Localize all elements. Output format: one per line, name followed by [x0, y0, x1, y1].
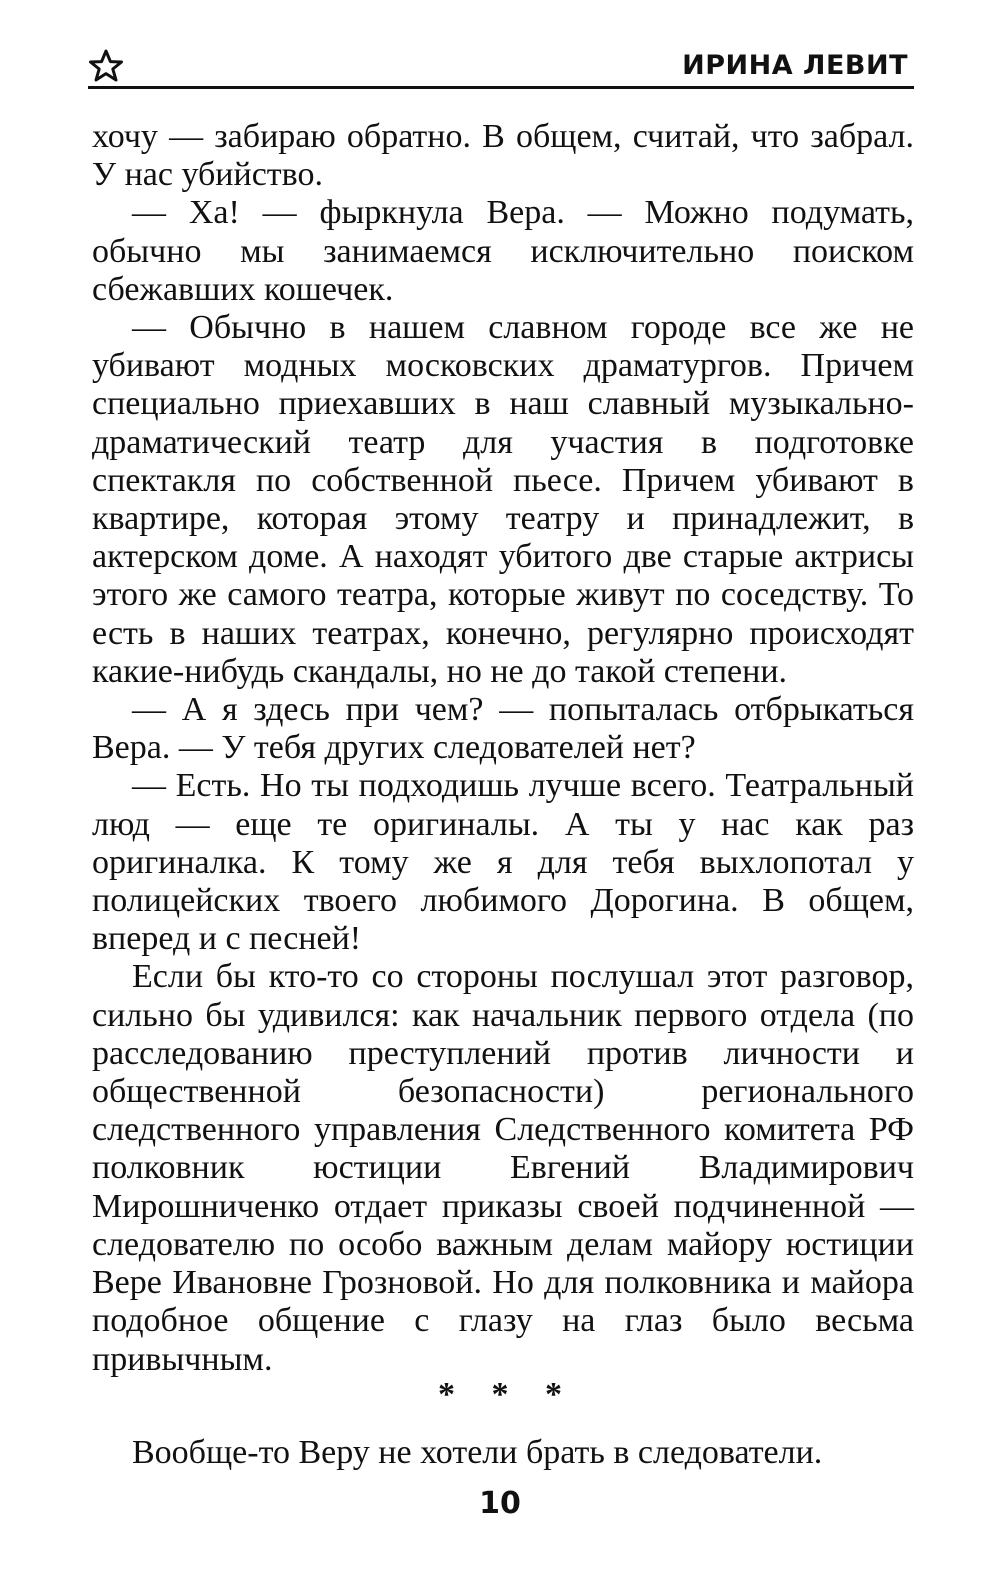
paragraph: — Есть. Но ты подходишь лучше всего. Театральный люд — еще те оригиналы. А ты у нас как раз оригиналка. К тому же я для тебя выхлопотал у полицейских твоего любимого Дорогина. В общем, вперед и с песней!: [92, 767, 914, 958]
paragraph: Если бы кто-то со стороны послушал этот разговор, сильно бы удивился: как начальник первого отдела (по расследованию преступлений против личности и общественной безопасности) регионального следственного управления Следственного комитета РФ полковник юстиции Евгений Владимирович Мирошниченко отдает приказы своей подчиненной — следователю по особо важным делам майору юстиции Вере Ивановне Грозновой. Но для полковника и майора подобное общение с глазу на глаз было весьма привычным.: [92, 958, 914, 1378]
section-break: * * *: [438, 1376, 576, 1413]
paragraph: — Обычно в нашем славном городе все же не убивают модных московских драматургов. Причем специально приехавших в наш славный музыкально-драматический театр для участия в подготовке спектакля по собственной пьесе. Причем убивают в квартире, которая этому театру и принадлежит, в актерском доме. А находят убитого две старые актрисы этого же самого театра, которые живут по соседству. То есть в наших театрах, конечно, регулярно происходят какие-нибудь скандалы, но не до такой степени.: [92, 309, 914, 690]
star-icon: [88, 48, 124, 84]
paragraph: — А я здесь при чем? — попыталась отбрыкаться Вера. — У тебя других следователей нет?: [92, 691, 914, 767]
paragraph: Вообще-то Веру не хотели брать в следователи.: [132, 1434, 823, 1471]
page-number: 10: [479, 1486, 521, 1521]
author-name: ИРИНА ЛЕВИТ: [682, 50, 908, 81]
paragraph: — Ха! — фыркнула Вера. — Можно подумать, обычно мы занимаемся исключительно поиском сбежавших кошечек.: [92, 194, 914, 308]
header-rule: [88, 86, 914, 89]
page-body: [92, 118, 914, 1379]
paragraph: хочу — забираю обратно. В общем, считай, что забрал. У нас убийство.: [92, 118, 914, 194]
